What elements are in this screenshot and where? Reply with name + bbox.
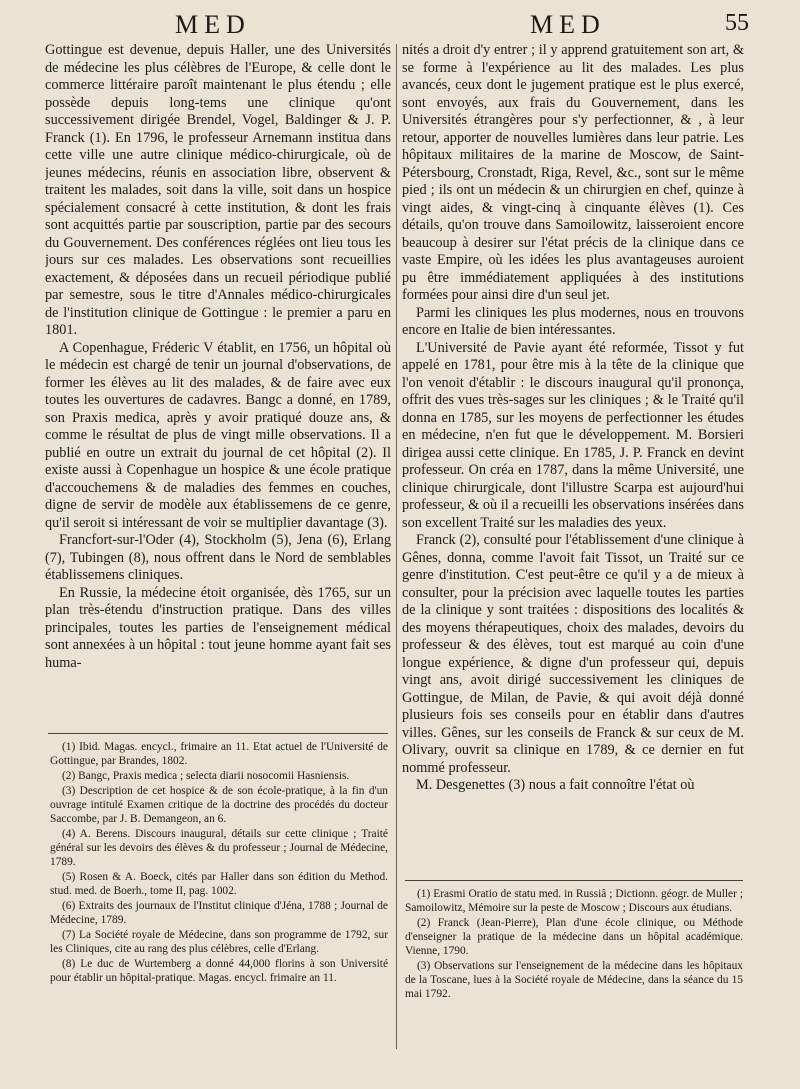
footnote: (2) Bangc, Praxis medica ; selecta diarii nosocomii Hasniensis. bbox=[62, 769, 350, 782]
header-right-word: MED bbox=[530, 10, 606, 39]
footnote-rule-left bbox=[48, 733, 388, 734]
footnote: (7) La Société royale de Médecine, dans son programme de 1792, sur les Cliniques, cite au rang des plus célèbres, celle d'Erlang. bbox=[50, 928, 388, 955]
paragraph: Francfort-sur-l'Oder (4), Stockholm (5), Jena (6), Erlang (7), Tubingen (8), nous offrent dans le Nord de semblables établissemens cliniques. bbox=[45, 532, 391, 583]
paragraph: Parmi les cliniques les plus modernes, nous en trouvons encore en Italie de bien intéressantes. bbox=[402, 304, 744, 338]
paragraph: Gottingue est devenue, depuis Haller, une des Universités de médecine les plus célèbres de l'Europe, & celle dont le commerce littéraire paroît maintenant le plus étendu ; elle possède depuis long-tems une clinique qu'ont successivement dirigée Brendel, Vogel, Baldinger & J. P. Franck (1). En 1796, le professeur Arnemann institua dans cette ville une autre clinique médico-chirurgicale, où de jeunes médecins, réunis en association libre, observent & traitent les malades, soit dans la ville, soit dans un hospice spécialement consacré à cette institution, & dont les frais sont acquittés partie par souscription, partie par des secours du Gouvernement. Des conférences réglées ont lieu tous les jours sur ces malades. Les observations sont recueillies exactement, & déposées dans un recueil périodique publié par semestre, sous le titre d'Annales médico-chirurgicales de l'institution clinique de Gottingue : le premier a paru en 1801. bbox=[45, 42, 391, 338]
footnote: (2) Franck (Jean-Pierre), Plan d'une école clinique, ou Méthode d'enseigner la pratique de la médecine dans un hôpital académique. Vienne, 1790. bbox=[405, 916, 743, 958]
paragraph: En Russie, la médecine étoit organisée, dès 1765, sur un plan très-étendu d'instruction pratique. Dans des villes principales, toutes les parties de l'enseignement médical sont annexées à un hôpital : tout jeune homme ayant fait ses huma- bbox=[45, 584, 391, 671]
footnote: (8) Le duc de Wurtemberg a donné 44,000 florins à son Université pour établir un hôpital-pratique. Magas. encycl. frimaire an 11. bbox=[50, 957, 388, 984]
page-number: 55 bbox=[725, 10, 749, 36]
paragraph: A Copenhague, Fréderic V établit, en 1756, un hôpital où le médecin est chargé de tenir un journal d'observations, de former les élèves au lit des malades, & de faire avec eux toutes les ouvertures de cadavres. Bangc a donné, en 1789, son Praxis medica, après y avoir pratiqué douze ans, & comme le résultat de plus de vingt mille observations. Il a publié en outre un extrait du journal de cet hôpital (2). Il existe aussi à Copenhague un hospice & une école pratique d'accouchemens & de maladies des femmes en couches, digne de servir de modèle aux établissemens de ce genre, qu'il seroit si intéressant de voir se multiplier davantage (3). bbox=[45, 339, 391, 531]
running-header bbox=[0, 8, 800, 40]
footnote: (1) Erasmi Oratio de statu med. in Russiâ ; Dictionn. géogr. de Muller ; Samoilowitz, Mémoire sur la peste de Moscow ; Discours aux étudians. bbox=[405, 888, 743, 915]
column-divider bbox=[396, 44, 397, 1049]
footnotes-right bbox=[405, 887, 743, 1047]
right-column bbox=[402, 42, 744, 870]
footnote: (4) A. Berens. Discours inaugural, détails sur cette clinique ; Traité général sur les devoirs des élèves & du professeur ; Journal de Médecine, 1789. bbox=[50, 827, 388, 869]
left-column bbox=[45, 42, 391, 728]
footnote: (5) Rosen & A. Boeck, cités par Haller dans son édition du Method. stud. med. de Boerh., tome II, pag. 1002. bbox=[50, 870, 388, 898]
paragraph: M. Desgenettes (3) nous a fait connoître l'état où bbox=[416, 777, 695, 793]
footnote: (3) Observations sur l'enseignement de la médecine dans les hôpitaux de la Toscane, lues à la Société royale de Médecine, dans la séance du 15 mai 1792. bbox=[405, 960, 743, 1001]
footnote: (3) Description de cet hospice & de son école-pratique, à la fin d'un ouvrage intitulé Examen critique de la doctrine des procédés du docteur Saccombe, par J. B. Demangeon, an 6. bbox=[50, 784, 388, 826]
footnotes-left bbox=[50, 740, 388, 1025]
header-left-word: MED bbox=[175, 10, 251, 39]
footnote: (1) Ibid. Magas. encycl., frimaire an 11. Etat actuel de l'Université de Gottingue, par Brandes, 1802. bbox=[50, 741, 388, 768]
paragraph: Franck (2), consulté pour l'établissement d'une clinique à Gênes, donna, comme l'avoit fait Tissot, un Traité sur ce genre d'institution. C'est peut-être ce qu'il y a de mieux à consulter, pour la précision avec laquelle toutes les parties de la clinique y sont traitées : dispositions des localités & des moyens thérapeutiques, choix des malades, devoirs du professeur & des élèves, tout est marqué au coin d'une longue expérience, & digne d'un professeur qui, depuis vingt ans, avoit dirigé successivement les cliniques de Gottingue, de Milan, de Pavie, & qui avoit déjà donné plusieurs fois ses conseils pour en établir dans d'autres villes. Gênes, sur les conseils de Franck & sur ceux de M. Olivary, ouvrit sa clinique en 1789, & ce dernier en fut nommé professeur. bbox=[402, 532, 744, 776]
footnote: (6) Extraits des journaux de l'Institut clinique d'Jéna, 1788 ; Journal de Médecine, 1789. bbox=[50, 899, 388, 926]
footnote-rule-right bbox=[405, 880, 743, 881]
paragraph: nités a droit d'y entrer ; il y apprend gratuitement son art, & se forme à l'expérience au lit des malades. Les plus avancés, ceux dont le jugement pratique est le plus exercé, sont envoyés, aux frais du Gouvernement, dans les Universités étrangères pour s'y perfectionner, & , à leur retour, apporter de nouvelles lumières dans leur patrie. Les hôpitaux militaires de la marine de Moscow, de Saint-Pétersbourg, Cronstadt, Riga, Revel, &c., sont sur le même pied ; ils ont un médecin & un chirurgien en chef, quinze à vingt aides, & vingt-cinq à cinquante élèves (1). Ces détails, qu'on trouve dans Samoilowitz, laisseroient encore beaucoup à desirer sur l'état précis de la clinique dans ce vaste Empire, où les idées les plus avantageuses auroient pu être immédiatement appliquées à des institutions formées pour ainsi dire d'un seul jet. bbox=[402, 42, 744, 303]
paragraph: L'Université de Pavie ayant été reformée, Tissot y fut appelé en 1781, pour être mis à la tête de la clinique que l'on venoit d'établir : le discours inaugural qu'il prononça, offrit des vues très-sages sur les cliniques ; & le Traité qu'il donna en 1785, sur les moyens de perfectionner les études en médecine, n'en fut que le développement. M. Borsieri dirigea aussi cette clinique. En 1785, J. P. Franck en devint professeur. On créa en 1787, dans la même Université, une clinique chirurgicale, dont l'illustre Scarpa est aujourd'hui professeur, & où il a recueilli les observations insérées dans son excellent Traité sur les maladies des yeux. bbox=[402, 339, 744, 531]
